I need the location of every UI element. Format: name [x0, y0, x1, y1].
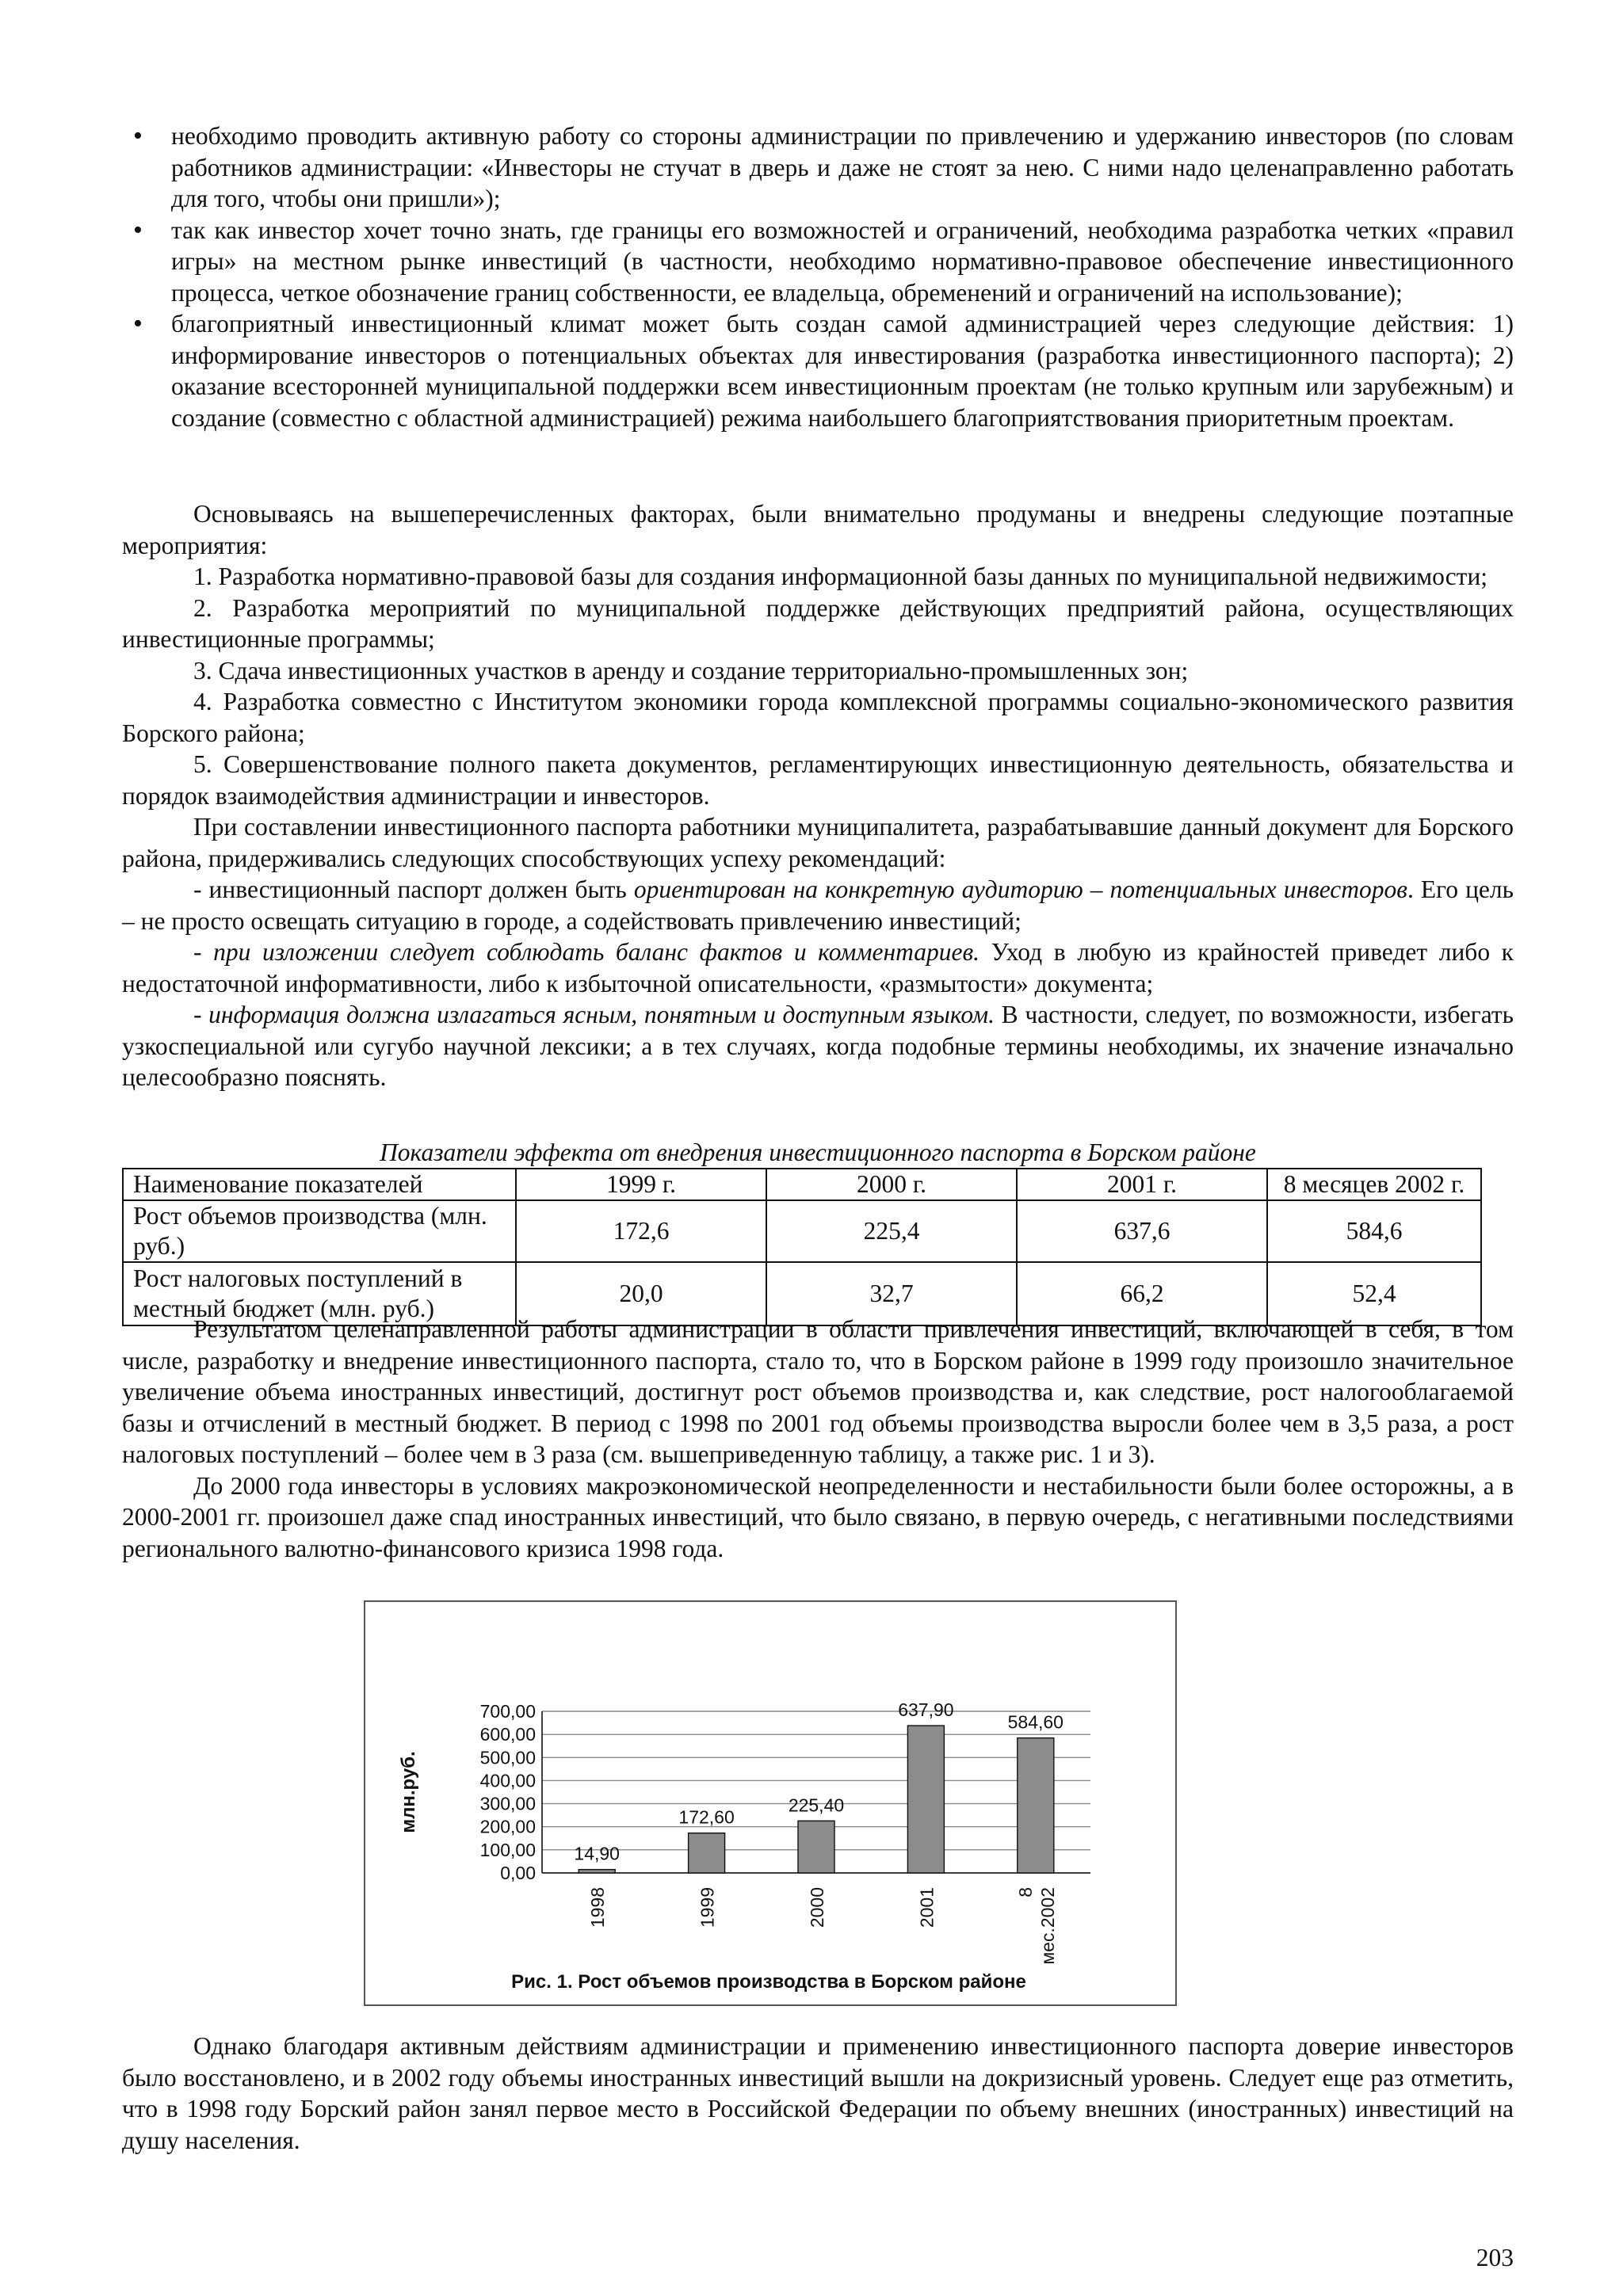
y-tick-label: 400,00 — [479, 1770, 536, 1791]
table-header-row — [123, 1169, 1481, 1200]
bar — [907, 1726, 944, 1873]
table-caption: Показатели эффекта от внедрения инвестиционного паспорта в Борском районе — [380, 1138, 1256, 1166]
result-paragraph: Результатом целенаправленной работы администрации в области привлечения инвестиций, включающей в себя, в том числе, разработку и внедрение инвестиционного паспорта, стало то, что в Борском районе в 1999 году произошло значительное увеличение объема иностранных инвестиций, достигнут рост объемов производства и, как следствие, рост налогооблагаемой базы и отчислений в местный бюджет. В период с 1998 по 2001 год объемы производства выросли более чем в 3,5 раза, а рост налоговых поступлений – более чем в 3 раза (см. вышеприведенную таблицу, а также рис. 1 и 3). — [122, 1315, 1514, 1468]
bullet-item: • благоприятный инвестиционный климат может быть создан самой администрацией через следующие действия: 1) информирование инвесторов о потенциальных объектах для инвестирования (разработка инвестиционного паспорта); 2) оказание всесторонней муниципальной поддержки всем инвестиционным проектам (не только крупным или зарубежным) и создание (совместно с областной администрацией) режима наибольшего благоприятствования приоритетным проектам. — [122, 308, 1514, 433]
final-paragraph: Однако благодаря активным действиям администрации и применению инвестиционного паспорта доверие инвесторов было восстановлено, и в 2002 году объемы иностранных инвестиций вышли на докризисный уровень. Следует еще раз отметить, что в 1998 году Борский район занял первое место в Российской Федерации по объему внешних (иностранных) инвестиций на душу населения. — [122, 2032, 1514, 2154]
value-cell: 20,0 — [516, 1262, 766, 1325]
x-tick-label: мес.2002 — [1037, 1887, 1058, 1965]
results-section — [122, 1314, 1514, 1564]
measures-section — [122, 498, 1514, 1093]
y-tick-label: 100,00 — [479, 1839, 536, 1860]
row-label-cell: Рост налоговых поступлений в местный бюджет (млн. руб.) — [123, 1262, 516, 1325]
table-header-cell: Наименование показателей — [123, 1169, 516, 1200]
value-cell: 172,6 — [516, 1200, 766, 1262]
data-label: 584,60 — [1007, 1711, 1064, 1733]
y-tick-label: 500,00 — [479, 1747, 536, 1768]
x-tick-label: 8 — [1014, 1887, 1036, 1897]
value-cell: 225,4 — [766, 1200, 1017, 1262]
recommendations-bullet-list — [122, 120, 1514, 433]
x-tick-label: 1999 — [697, 1887, 718, 1928]
y-tick-label: 700,00 — [479, 1701, 536, 1722]
data-label: 14,90 — [574, 1843, 620, 1864]
table-header-cell: 1999 г. — [516, 1169, 766, 1200]
measure-item: 2. Разработка мероприятий по муниципальной поддержке действующих предприятий района, осуществляющих инвестиционные программы; — [122, 593, 1514, 653]
measure-item: 1. Разработка нормативно-правовой базы для создания информационной базы данных по муниципальной недвижимости; — [193, 563, 1488, 590]
measure-item: 3. Сдача инвестиционных участков в аренду и создание территориально-промышленных зон; — [193, 656, 1189, 685]
page-number: 203 — [1476, 2244, 1514, 2271]
data-label: 637,90 — [898, 1699, 954, 1721]
recommendation-1: - инвестиционный паспорт должен быть ориентирован на конкретную аудиторию – потенциальных инвесторов. Его цель – не просто освещать ситуацию в городе, а содействовать привлечению инвестиций; — [122, 875, 1514, 935]
recommendation-3: - информация должна излагаться ясным, понятным и доступным языком. В частности, следует, по возможности, избегать узкоспециальной или сугубо научной лексики; а в тех случаях, когда подобные термины необходимы, их значение изначально целесообразно пояснять. — [122, 1001, 1514, 1091]
row-label-cell: Рост объемов производства (млн. руб.) — [123, 1200, 516, 1262]
x-tick-label: 1998 — [587, 1887, 609, 1928]
bar — [798, 1821, 834, 1873]
table-header-cell: 2000 г. — [766, 1169, 1017, 1200]
crisis-paragraph: До 2000 года инвесторы в условиях макроэкономической неопределенности и нестабильности были более осторожны, а в 2000-2001 гг. произошел даже спад иностранных инвестиций, что было связано, в первую очередь, с негативными последствиями регионального валютно-финансового кризиса 1998 года. — [122, 1471, 1514, 1562]
table-header-cell: 8 месяцев 2002 г. — [1267, 1169, 1481, 1200]
value-cell: 52,4 — [1267, 1262, 1481, 1325]
bullet-item: • так как инвестор хочет точно знать, где границы его возможностей и ограничений, необходима разработка четких «правил игры» на местном рынке инвестиций (в частности, необходимо нормативно-правовое обеспечение инвестиционного процесса, четкое обозначение границ собственности, ее владельца, обременений и ограничений на использование); — [122, 215, 1514, 309]
y-tick-label: 200,00 — [479, 1816, 536, 1837]
x-tick-label: 2001 — [916, 1887, 938, 1928]
indicators-table — [122, 1168, 1482, 1326]
measure-item: 4. Разработка совместно с Институтом экономики города комплексной программы социально-экономического развития Борского района; — [122, 688, 1514, 747]
bar — [1018, 1738, 1054, 1873]
bar-chart-svg — [365, 1602, 1175, 2004]
data-label: 172,60 — [678, 1806, 735, 1828]
bar — [689, 1833, 725, 1873]
final-section — [122, 2031, 1514, 2156]
value-cell: 584,6 — [1267, 1200, 1481, 1262]
measure-item: 5. Совершенствование полного пакета документов, регламентирующих инвестиционную деятельность, обязательства и порядок взаимодействия администрации и инвесторов. — [122, 750, 1514, 810]
recommendation-2: - при изложении следует соблюдать баланс фактов и комментариев. Уход в любую из крайностей приведет либо к недостаточной информативности, либо к избыточной описательности, «размытости» документа; — [122, 938, 1514, 997]
table-header-cell: 2001 г. — [1017, 1169, 1267, 1200]
bullet-item: • необходимо проводить активную работу со стороны администрации по привлечению и удержанию инвесторов (по словам работников администрации: «Инвесторы не стучат в дверь и даже не стоят за нею. С ними надо целенаправленно работать для того, чтобы они пришли»); — [122, 120, 1514, 215]
intro-paragraph: Основываясь на вышеперечисленных факторах, были внимательно продуманы и внедрены следующие поэтапные мероприятия: — [122, 500, 1514, 559]
data-label: 225,40 — [788, 1794, 845, 1816]
y-tick-label: 300,00 — [479, 1793, 536, 1814]
value-cell: 32,7 — [766, 1262, 1017, 1325]
value-cell: 66,2 — [1017, 1262, 1267, 1325]
table-row — [123, 1200, 1481, 1262]
production-growth-chart — [364, 1600, 1177, 2006]
y-tick-label: 600,00 — [479, 1724, 536, 1745]
x-tick-label: 2000 — [807, 1887, 827, 1928]
y-tick-label: 0,00 — [500, 1863, 536, 1883]
bar — [579, 1870, 615, 1873]
y-axis-label: млн.руб. — [398, 1751, 419, 1833]
value-cell: 637,6 — [1017, 1200, 1267, 1262]
passport-intro-paragraph: При составлении инвестиционного паспорта работники муниципалитета, разрабатывавшие данный документ для Борского района, придерживались следующих способствующих успеху рекомендаций: — [122, 813, 1514, 872]
chart-title: Рис. 1. Рост объемов производства в Борском районе — [511, 1971, 1026, 1993]
